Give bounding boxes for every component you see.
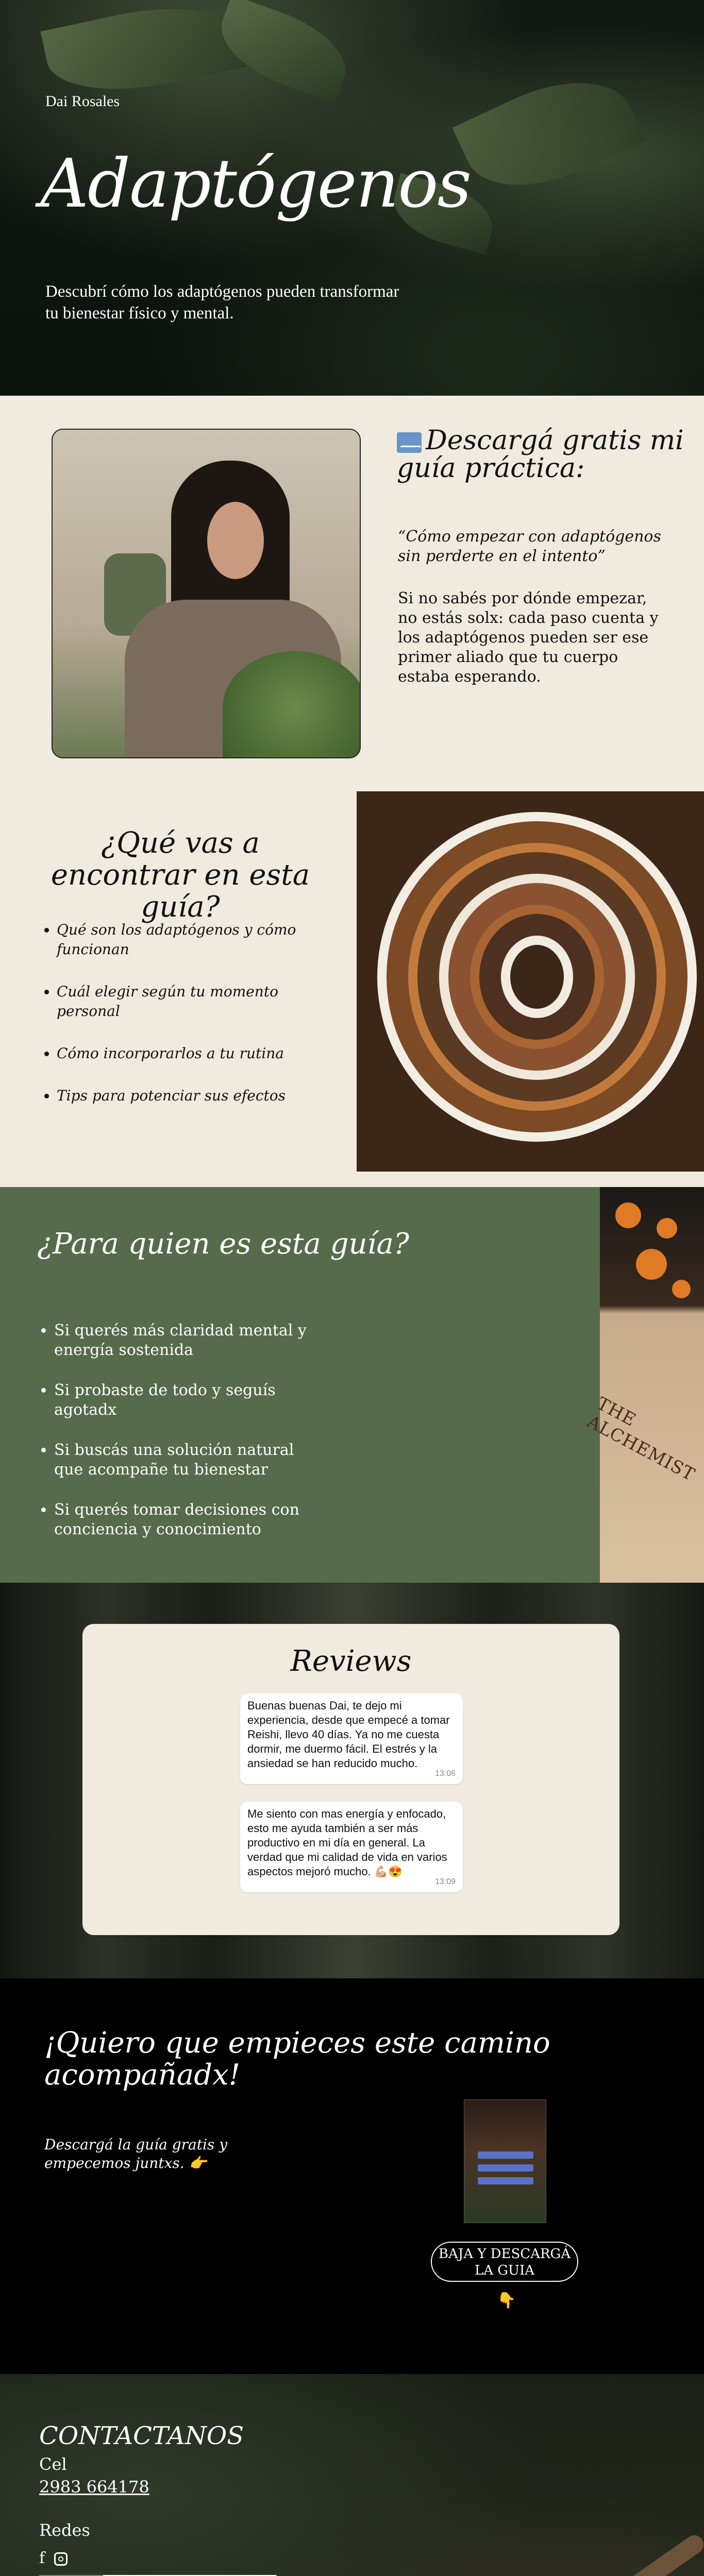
leaf-decoration bbox=[41, 0, 248, 107]
audience-list bbox=[54, 1321, 322, 1560]
guide-body: Si no sabés por dónde empezar, no estás solx: cada paso cuenta y los adaptógenos pueden ser ese primer aliado que tu cuerpo estaba esperando. bbox=[398, 589, 659, 686]
pointing-right-icon: 👉 bbox=[189, 2155, 207, 2172]
list-item: • Si querés tomar decisiones con conciencia y conocimiento bbox=[54, 1500, 322, 1539]
message-time: 13:09 bbox=[434, 1877, 456, 1886]
contact-title: CONTACTANOS bbox=[39, 2421, 244, 2450]
list-item: • Si querés más claridad mental y energía sostenida bbox=[54, 1321, 322, 1360]
guide-cover-image[interactable] bbox=[464, 2099, 546, 2223]
guide-title: Descargá gratis mi guía práctica: bbox=[397, 425, 684, 484]
leaf-decoration bbox=[452, 56, 645, 212]
pointing-down-icon: 👇 bbox=[497, 2292, 516, 2310]
list-item: • Tips para potenciar sus efectos bbox=[57, 1086, 325, 1106]
list-item: • Si buscás una solución natural que acompañe tu bienestar bbox=[54, 1440, 322, 1480]
social-icons bbox=[39, 2549, 72, 2567]
envelope-icon bbox=[397, 432, 422, 453]
contents-section bbox=[0, 791, 704, 1187]
reviews-card bbox=[82, 1624, 619, 1935]
hero-section bbox=[0, 0, 704, 396]
contents-title: ¿Qué vas a encontrar en esta guía? bbox=[51, 826, 310, 924]
brand-name: Dai Rosales bbox=[45, 93, 120, 110]
list-item: • Si probaste de todo y seguís agotadx bbox=[54, 1381, 322, 1420]
cel-link[interactable]: 2983 664178 bbox=[39, 2477, 149, 2497]
review-message: Buenas buenas Dai, te dejo mi experiencia, desde que empecé a tomar Reishi, llevo 40 días. Ya no me cuesta dormir, me duermo fácil. El estrés y la ansiedad se han reducido mucho. 13:06 bbox=[240, 1693, 463, 1784]
review-message: Me siento con mas energía y enfocado, esto me ayuda también a ser más productivo en mi día en general. La verdad que mi calidad de vida en varios aspectos mejoró mucho. 💪🏼😍 13:09 bbox=[240, 1802, 463, 1892]
guide-section bbox=[0, 396, 704, 791]
reviews-section bbox=[0, 1583, 704, 1978]
contact-section bbox=[0, 2374, 704, 2576]
audience-section bbox=[0, 1187, 704, 1583]
facebook-icon[interactable]: f bbox=[39, 2549, 45, 2567]
cta-section bbox=[0, 1978, 704, 2374]
list-item: • Cuál elegir según tu momento personal bbox=[57, 982, 325, 1021]
book-image bbox=[583, 1187, 704, 1583]
message-time: 13:06 bbox=[434, 1769, 456, 1778]
list-item: • Cómo incorporarlos a tu rutina bbox=[57, 1044, 325, 1063]
book-title: THE ALCHEMIST bbox=[583, 1393, 699, 1486]
hero-subtitle: Descubrí cómo los adaptógenos pueden transformar tu bienestar físico y mental. bbox=[45, 282, 399, 323]
contents-list bbox=[57, 920, 325, 1128]
download-guide-button[interactable]: BAJA Y DESCARGÁ LA GUIA bbox=[431, 2242, 578, 2282]
cta-text: Descargá la guía gratis y empecemos juntxs. 👉 bbox=[44, 2136, 228, 2172]
cel-label: Cel bbox=[39, 2454, 67, 2474]
social-label: Redes bbox=[39, 2520, 90, 2540]
cta-title: ¡Quiero que empieces este camino acompañadx! bbox=[44, 2026, 550, 2092]
author-photo bbox=[52, 429, 361, 758]
spoon-decoration bbox=[612, 2532, 704, 2576]
guide-quote: “Cómo empezar con adaptógenos sin perderte en el intento” bbox=[398, 528, 661, 565]
instagram-icon[interactable] bbox=[54, 2552, 68, 2566]
list-item: • Qué son los adaptógenos y cómo funcionan bbox=[57, 920, 325, 959]
reviews-title: Reviews bbox=[290, 1645, 412, 1678]
mushroom-image bbox=[357, 791, 704, 1172]
audience-title: ¿Para quien es esta guía? bbox=[37, 1227, 409, 1261]
hero-title: Adaptógenos bbox=[40, 144, 471, 223]
